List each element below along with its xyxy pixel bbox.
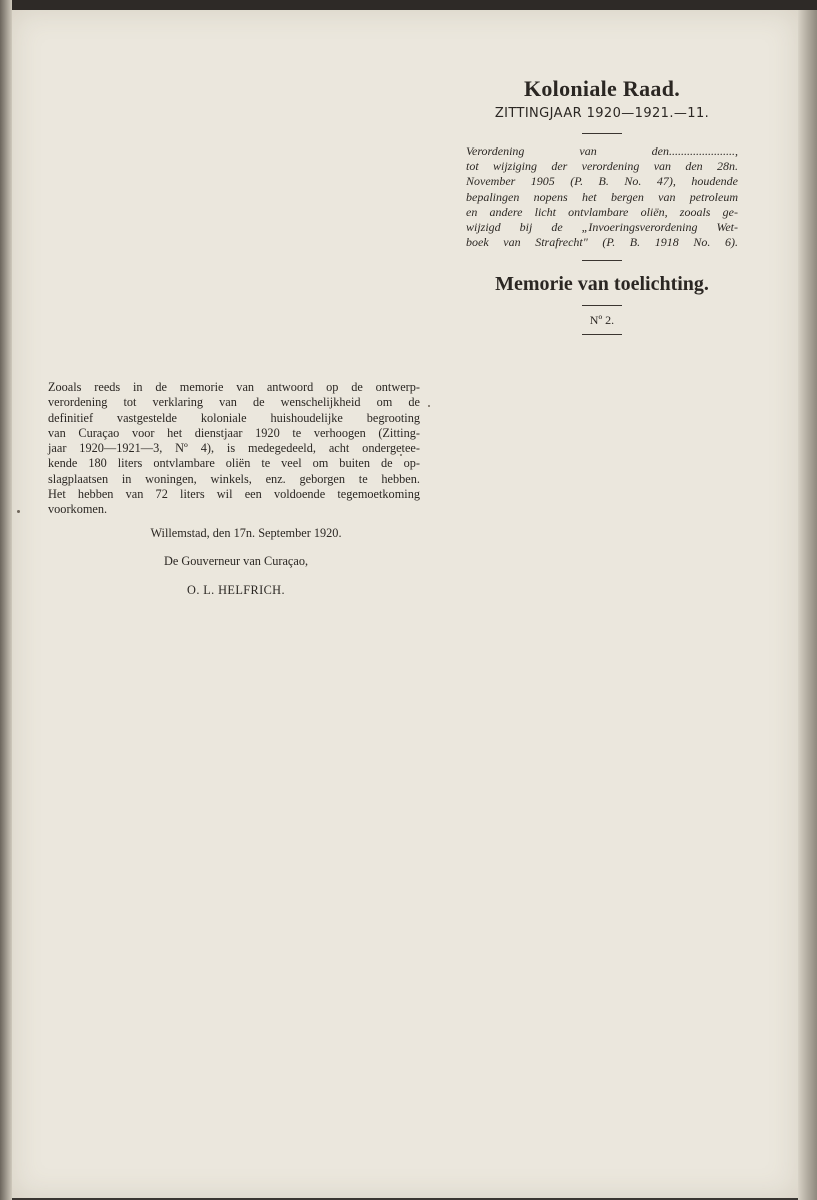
paragraph-line: van Curaçao voor het dienstjaar 1920 te verhoogen (Zitting-	[48, 425, 420, 440]
scan-left-edge	[0, 0, 12, 1200]
description-line: November 1905 (P. B. No. 47), houdende	[466, 174, 738, 189]
signatory-title: De Gouverneur van Curaçao,	[163, 554, 309, 568]
document-number: Nº 2.	[589, 313, 615, 328]
paragraph-line: verordening tot verklaring van de wenschelijkheid om de	[48, 395, 420, 410]
divider	[582, 133, 622, 134]
divider	[582, 334, 622, 335]
scan-top-edge	[0, 0, 817, 10]
paragraph-line: slagplaatsen in woningen, winkels, enz. geborgen te hebben.	[48, 471, 420, 486]
description-line: wijzigd bij de „Invoeringsverordening Wet-	[466, 220, 738, 235]
explanation-paragraph	[48, 380, 420, 518]
ordinance-description	[462, 144, 742, 250]
paragraph-line: voorkomen.	[48, 502, 108, 517]
scan-speck	[17, 510, 20, 513]
paragraph-line: Het hebben van 72 liters wil een voldoende tegemoetkoming	[48, 487, 420, 502]
divider	[582, 260, 622, 261]
signatory-name: O. L. HELFRICH.	[187, 583, 285, 597]
council-title: Koloniale Raad.	[523, 76, 681, 101]
place-date: Willemstad, den 17n. September 1920.	[150, 526, 342, 540]
document-type-heading: Memorie van toelichting.	[495, 273, 709, 296]
document-header	[462, 75, 742, 341]
paragraph-line: definitief vastgestelde koloniale huishoudelijke begrooting	[48, 410, 420, 425]
session-year: ZITTINGJAAR 1920—1921.—11.	[494, 106, 710, 121]
paragraph-line: kende 180 liters ontvlambare oliën te veel om buiten de op-	[48, 456, 420, 471]
description-line: en andere licht ontvlambare oliën, zooals ge-	[466, 204, 738, 219]
description-line: bepalingen nopens het bergen van petroleum	[466, 189, 738, 204]
scan-speck	[428, 405, 430, 407]
paragraph-line: Zooals reeds in de memorie van antwoord op de ontwerp-	[48, 380, 420, 394]
description-line: tot wijziging der verordening van den 28n.	[466, 159, 738, 174]
divider	[582, 305, 622, 306]
description-line: Verordening van den......................,	[466, 144, 738, 158]
description-line: boek van Strafrecht" (P. B. 1918 No. 6).	[466, 235, 738, 250]
scan-right-edge	[798, 10, 817, 1200]
paragraph-line: jaar 1920—1921—3, Nº 4), is medegedeeld, acht ondergetee-	[48, 441, 420, 456]
